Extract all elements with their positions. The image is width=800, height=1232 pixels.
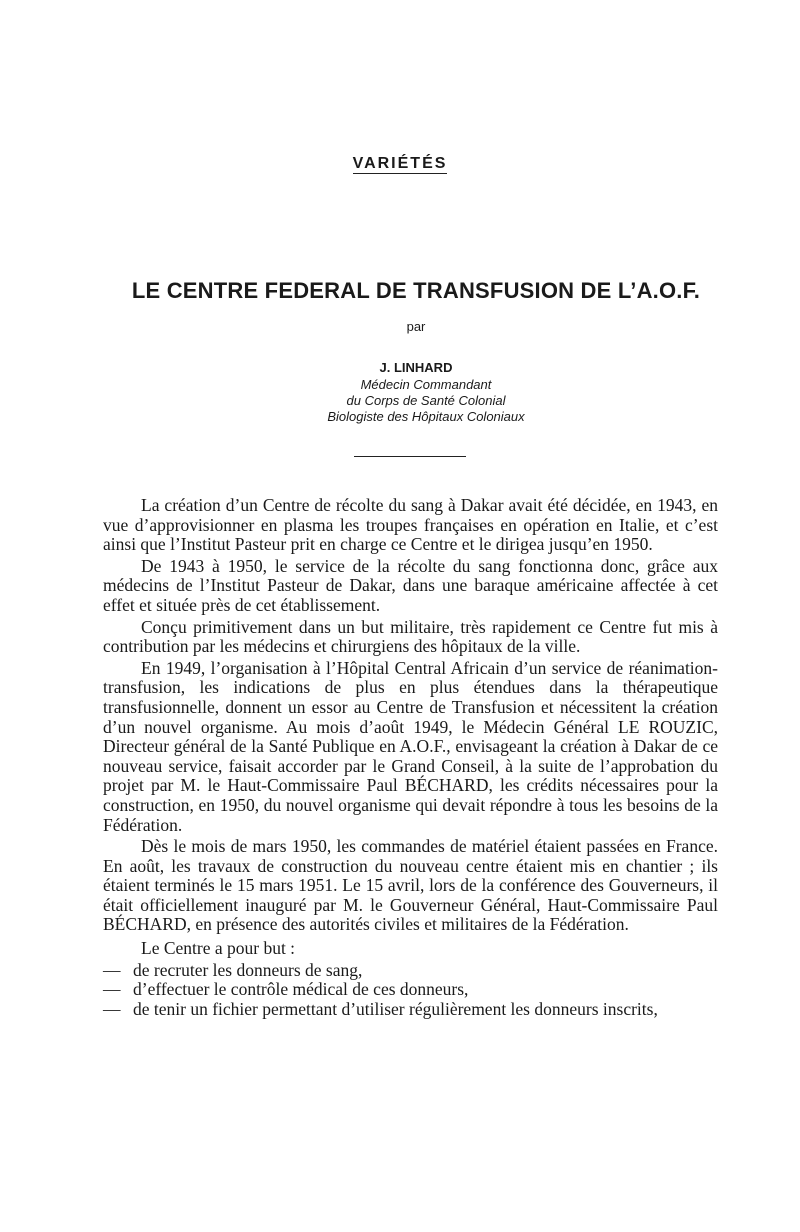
list-item xyxy=(103,980,718,1000)
paragraph: La création d’un Centre de récolte du sang à Dakar avait été décidée, en 1943, en vue d’approvisionner en plasma les troupes françaises en opération en Italie, et c’est ainsi que l’Institut Pasteur prit en charge ce Centre et le dirigea jusqu’en 1950. xyxy=(103,495,718,555)
paragraph: En 1949, l’organisation à l’Hôpital Central Africain d’un service de réanimation-transfusion, les indications de plus en plus étendues dans la thérapeutique transfusionnelle, donnent un essor au Centre de Transfusion et nécessitent la création d’un nouvel organisme. Au mois d’août 1949, le Médecin Général LE ROUZIC, Directeur général de la Santé Publique en A.O.F., envisageant la création à Dakar de ce nouveau service, faisait accorder par le Grand Conseil, à la suite de l’approbation du projet par M. le Haut-Commissaire Paul BÉCHARD, les crédits nécessaires pour la construction, en 1950, du nouvel organisme qui devait répondre à tous les besoins de la Fédération. xyxy=(103,657,718,835)
credential-line: du Corps de Santé Colonial xyxy=(346,393,506,408)
section-title-text: VARIÉTÉS xyxy=(352,155,448,172)
list-item xyxy=(103,1000,718,1020)
list-dash: — xyxy=(103,998,121,1019)
list-intro: Le Centre a pour but : xyxy=(141,938,296,959)
list-dash: — xyxy=(103,979,121,1000)
credential-line: Biologiste des Hôpitaux Coloniaux xyxy=(327,409,525,424)
list-dash: — xyxy=(103,959,121,980)
list-item-text: de recruter les donneurs de sang, xyxy=(133,959,363,980)
credential-line: Médecin Commandant xyxy=(360,377,492,392)
separator-rule xyxy=(354,456,466,457)
byline: par xyxy=(406,319,426,334)
paragraph: Conçu primitivement dans un but militaire, très rapidement ce Centre fut mis à contribution par les médecins et chirurgiens des hôpitaux de la ville. xyxy=(103,616,718,657)
list-item-text: de tenir un fichier permettant d’utiliser régulièrement les donneurs inscrits, xyxy=(133,998,658,1019)
list-item-text: d’effectuer le contrôle médical de ces donneurs, xyxy=(133,979,469,1000)
list-item xyxy=(103,961,718,981)
section-title xyxy=(0,155,800,173)
purpose-list xyxy=(103,961,718,1020)
author-name: J. LINHARD xyxy=(379,360,453,375)
article-title: LE CENTRE FEDERAL DE TRANSFUSION DE L’A.O.F. xyxy=(131,278,701,303)
article-body xyxy=(103,496,718,1019)
author-credentials xyxy=(0,377,800,425)
paragraph: De 1943 à 1950, le service de la récolte du sang fonctionna donc, grâce aux médecins de l’Institut Pasteur de Dakar, dans une baraque américaine affectée à cet effet et située près de cet établissement. xyxy=(103,555,718,615)
paragraph: Dès le mois de mars 1950, les commandes de matériel étaient passées en France. En août, les travaux de construction du nouveau centre étaient mis en chantier ; ils étaient terminés le 15 mars 1951. Le 15 avril, lors de la conférence des Gouverneurs, il était officiellement inauguré par M. le Gouverneur Général, Haut-Commissaire Paul BÉCHARD, en présence des autorités civiles et militaires de la Fédération. xyxy=(103,836,718,935)
